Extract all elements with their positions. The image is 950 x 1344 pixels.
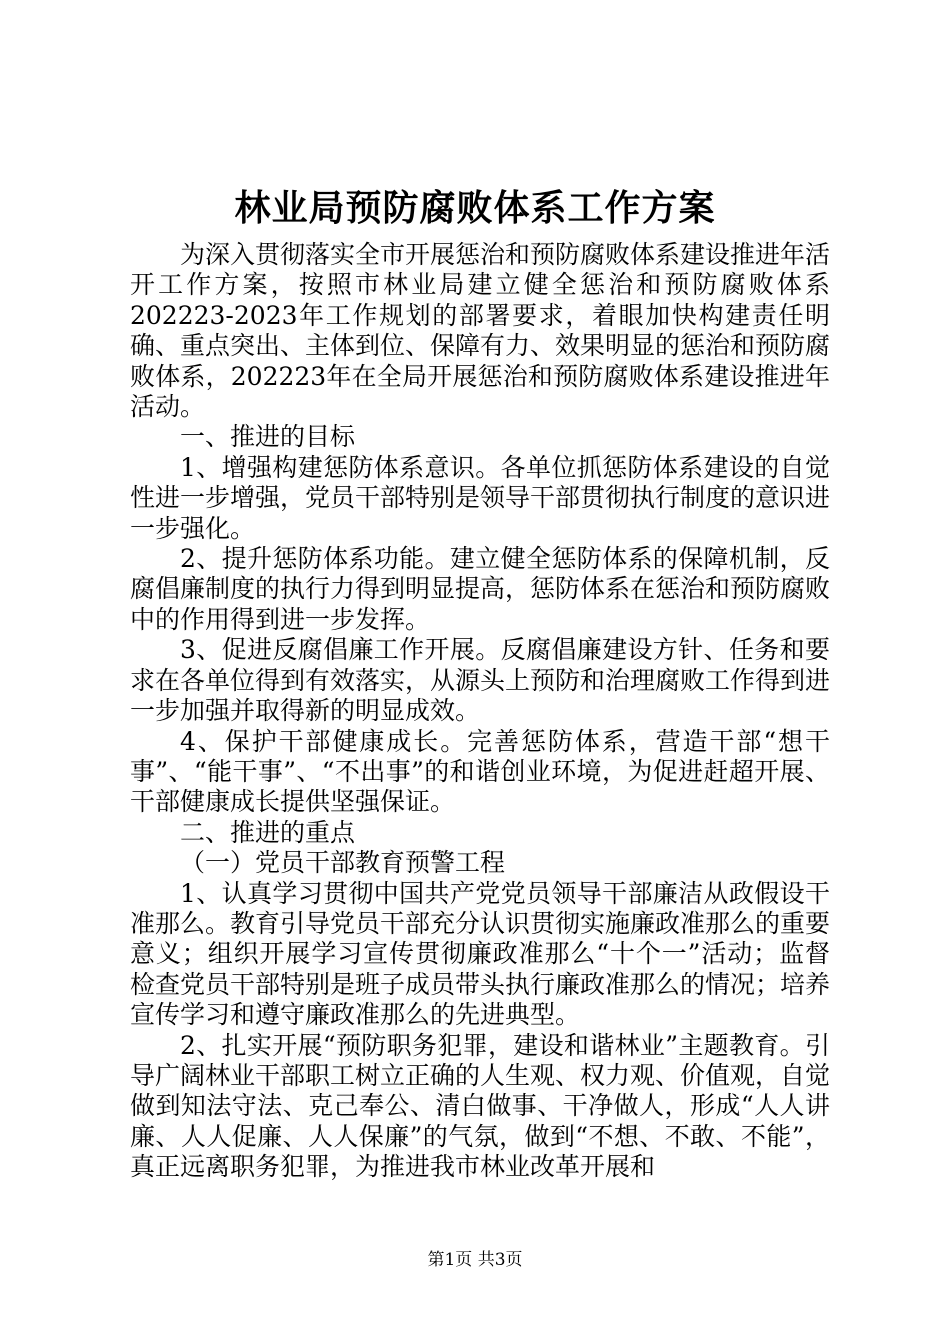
goal-item-2: 2、提升惩防体系功能。建立健全惩防体系的保障机制，反腐倡廉制度的执行力得到明显提高，惩防体系在惩治和预防腐败中的作用得到进一步发挥。 [130, 544, 831, 634]
goal-item-1: 1、增强构建惩防体系意识。各单位抓惩防体系建设的自觉性进一步增强，党员干部特别是领导干部贯彻执行制度的意识进一步强化。 [130, 452, 831, 543]
focus-item-2: 2、扎实开展“预防职务犯罪，建设和谐林业”主题教育。引导广阔林业干部职工树立正确的人生观、权力观、价值观，自觉做到知法守法、克己奉公、清白做事、干净做人，形成“人人讲廉、人人促廉、人人保廉”的气氛，做到“不想、不敢、不能”，真正远离职务犯罪，为推进我市林业改革开展和 [130, 1030, 831, 1182]
goal-item-3: 3、促进反腐倡廉工作开展。反腐倡廉建设方针、任务和要求在各单位得到有效落实，从源头上预防和治理腐败工作得到进一步加强并取得新的明显成效。 [130, 635, 831, 726]
goal-item-4: 4、保护干部健康成长。完善惩防体系，营造干部“想干事”、“能干事”、“不出事”的和谐创业环境，为促进赶超开展、干部健康成长提供坚强保证。 [130, 726, 830, 817]
subsection-heading-education: （一）党员干部教育预警工程 [180, 848, 506, 878]
document-body [130, 240, 830, 1183]
section-heading-focus: 二、推进的重点 [180, 817, 356, 847]
document-title: 林业局预防腐败体系工作方案 [234, 187, 716, 229]
focus-item-1: 1、认真学习贯彻中国共产党党员领导干部廉洁从政假设干准那么。教育引导党员干部充分认识贯彻实施廉政准那么的重要意义；组织开展学习宣传贯彻廉政准那么“十个一”活动；监督检查党员干部特别是班子成员带头执行廉政准那么的情况；培养宣传学习和遵守廉政准那么的先进典型。 [130, 878, 831, 1030]
intro-paragraph: 为深入贯彻落实全市开展惩治和预防腐败体系建设推进年活开工作方案，按照市林业局建立健全惩治和预防腐败体系202223-2023年工作规划的部署要求，着眼加快构建责任明确、重点突出、主体到位、保障有力、效果明显的惩治和预防腐败体系，202223年在全局开展惩治和预防腐败体系建设推进年活动。 [130, 240, 831, 422]
page-footer: 第1页 共3页 [427, 1250, 523, 1270]
section-heading-goals: 一、推进的目标 [180, 422, 356, 452]
